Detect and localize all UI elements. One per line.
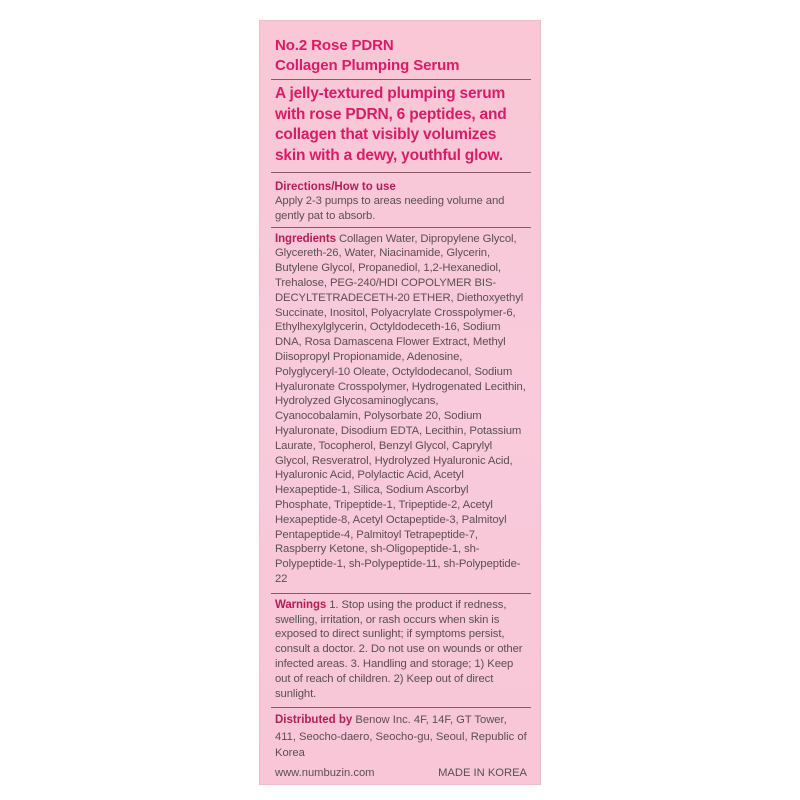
directions-text: Apply 2-3 pumps to areas needing volume and gently pat to absorb.: [275, 195, 505, 222]
product-description: A jelly-textured plumping serum with rose PDRN, 6 peptides, and collagen that visibly volumizes skin with a dewy, youthful glow.: [275, 85, 507, 164]
warnings-heading: Warnings: [275, 598, 327, 611]
warnings-section: [275, 598, 527, 702]
divider: [271, 172, 531, 173]
distributor-text: Benow Inc. 4F, 14F, GT Tower, 411, Seocho-daero, Seocho-gu, Seoul, Republic of Korea: [275, 714, 527, 760]
label-content: [275, 36, 527, 781]
divider: [271, 593, 531, 594]
divider: [271, 79, 531, 80]
ingredients-text: Collagen Water, Dipropylene Glycol, Glycereth-26, Water, Niacinamide, Glycerin, Butylene Glycol, Propanediol, 1,2-Hexanediol, Trehalose, PEG-240/HDI COPOLYMER BIS-DECYLTETRADECETH-20 ETHER, Diethoxyethyl Succinate, Inositol, Polyacrylate Crosspolymer-6, Ethylhexylglycerin, Octyldodeceth-16, Sodium DNA, Rosa Damascena Flower Extract, Methyl Diisopropyl Propionamide, Adenosine, Polyglyceryl-10 Oleate, Octyldodecanol, Sodium Hyaluronate Crosspolymer, Hydrogenated Lecithin, Hydrolyzed Glycosaminoglycans, Cyanocobalamin, Polysorbate 20, Sodium Hyaluronate, Disodium EDTA, Lecithin, Potassium Laurate, Tocopherol, Benzyl Glycol, Caprylyl Glycol, Resveratrol, Hydrolyzed Hyaluronic Acid, Hyaluronic Acid, Polylactic Acid, Acetyl Hexapeptide-1, Silica, Sodium Ascorbyl Phosphate, Tripeptide-1, Tripeptide-2, Acetyl Hexapeptide-8, Acetyl Octapeptide-3, Palmitoyl Pentapeptide-4, Palmitoyl Tetrapeptide-7, Raspberry Ketone, sh-Oligopeptide-1, sh-Polypeptide-1, sh-Polypeptide-11, sh-Polypeptide-22: [275, 232, 526, 585]
distributor-footer: [275, 766, 527, 781]
warnings-text: 1. Stop using the product if redness, swelling, irritation, or rash occurs when skin is exposed to direct sunlight; if symptoms persist, consult a doctor. 2. Do not use on wounds or other infected areas. 3. Handling and storage; 1) Keep out of reach of children. 2) Keep out of direct sunlight.: [275, 598, 523, 700]
divider: [271, 707, 531, 708]
distributor-section: [275, 712, 527, 762]
website-text: www.numbuzin.com: [275, 766, 375, 779]
directions-section: [275, 180, 527, 224]
ingredients-heading: Ingredients: [275, 232, 336, 245]
ingredients-section: [275, 232, 527, 587]
product-title-line1: No.2 Rose PDRN: [275, 37, 394, 54]
directions-heading: Directions/How to use: [275, 181, 396, 193]
divider: [271, 227, 531, 228]
distributor-heading: Distributed by: [275, 714, 353, 727]
product-title-line2: Collagen Plumping Serum: [275, 57, 460, 74]
origin-text: MADE IN KOREA: [438, 766, 527, 779]
product-box-panel: [259, 20, 541, 785]
